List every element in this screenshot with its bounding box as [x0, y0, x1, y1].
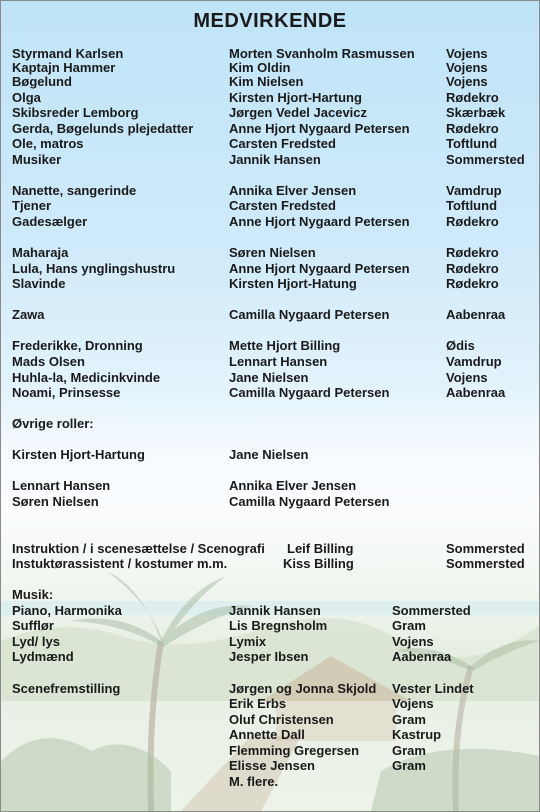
role-name: Olga [12, 90, 41, 105]
actor-town: Aabenraa [446, 307, 506, 322]
actor-name: Camilla Nygaard Petersen [229, 385, 390, 400]
direction-town: Sommersted [446, 541, 525, 556]
role-name: Frederikke, Dronning [12, 338, 143, 353]
actor-name: Carsten Fredsted [229, 198, 336, 213]
role-name: Kaptajn Hammer [12, 60, 116, 75]
actor-town: Sommersted [446, 152, 525, 167]
stage-role: Scenefremstilling [12, 681, 121, 696]
stage-member-town: Vojens [392, 696, 434, 711]
actor-town: Vojens [446, 74, 488, 89]
role-name: Zawa [12, 307, 45, 322]
stage-member-town: Gram [392, 758, 426, 773]
role-name: Huhla-la, Medicinkvinde [12, 370, 161, 385]
other-role-name: Annika Elver Jensen [229, 478, 357, 493]
crew-role: Lyd/ lys [12, 634, 60, 649]
actor-town: Aabenraa [446, 385, 506, 400]
crew-role: Lydmænd [12, 649, 74, 664]
actor-town: Vamdrup [446, 354, 502, 369]
actor-town: Vamdrup [446, 183, 502, 198]
other-role-name: Kirsten Hjort-Hartung [12, 447, 145, 462]
crew-town: Vojens [392, 634, 434, 649]
role-name: Gadesælger [12, 214, 88, 229]
stage-member-town: Kastrup [392, 727, 442, 742]
direction-town: Sommersted [446, 556, 525, 571]
page-title: MEDVIRKENDE [193, 10, 347, 32]
role-name: Maharaja [12, 245, 69, 260]
actor-name: Kirsten Hjort-Hatung [229, 276, 357, 291]
actor-town: Vojens [446, 46, 488, 61]
other-role-name: Camilla Nygaard Petersen [229, 494, 390, 509]
direction-role: Instuktørassistent / kostumer m.m. [12, 556, 228, 571]
crew-name: Jannik Hansen [229, 603, 321, 618]
actor-town: Vojens [446, 370, 488, 385]
role-name: Tjener [12, 198, 52, 213]
crew-town: Gram [392, 618, 426, 633]
role-name: Musiker [12, 152, 62, 167]
actor-name: Annika Elver Jensen [229, 183, 357, 198]
direction-name: Leif Billing [287, 541, 354, 556]
crew-role: Sufflør [12, 618, 54, 633]
actor-name: Morten Svanholm Rasmussen [229, 46, 415, 61]
actor-name: Kim Oldin [229, 60, 291, 75]
actor-name: Jane Nielsen [229, 370, 309, 385]
actor-name: Mette Hjort Billing [229, 338, 341, 353]
actor-name: Lennart Hansen [229, 354, 328, 369]
role-name: Bøgelund [12, 74, 72, 89]
actor-town: Rødekro [446, 261, 499, 276]
crew-town: Aabenraa [392, 649, 452, 664]
actor-name: Anne Hjort Nygaard Petersen [229, 261, 410, 276]
actor-town: Vojens [446, 60, 488, 75]
other-role-name: Jane Nielsen [229, 447, 309, 462]
role-name: Nanette, sangerinde [12, 183, 137, 198]
actor-name: Kirsten Hjort-Hartung [229, 90, 362, 105]
actor-name: Anne Hjort Nygaard Petersen [229, 214, 410, 229]
actor-town: Ødis [446, 338, 475, 353]
other-role-name: Lennart Hansen [12, 478, 111, 493]
actor-name: Kim Nielsen [229, 74, 304, 89]
actor-town: Rødekro [446, 90, 499, 105]
actor-town: Rødekro [446, 214, 499, 229]
stage-member-town: Gram [392, 712, 426, 727]
actor-name: Jørgen Vedel Jacevicz [229, 105, 368, 120]
role-name: Styrmand Karlsen [12, 46, 124, 61]
crew-name: Jesper Ibsen [229, 649, 309, 664]
actor-name: Camilla Nygaard Petersen [229, 307, 390, 322]
direction-role: Instruktion / i scenesættelse / Scenografi [12, 541, 265, 556]
actor-town: Rødekro [446, 121, 499, 136]
actor-name: Søren Nielsen [229, 245, 316, 260]
stage-member-name: Annette Dall [229, 727, 305, 742]
stage-member-name: Jørgen og Jonna Skjold [229, 681, 377, 696]
actor-name: Anne Hjort Nygaard Petersen [229, 121, 410, 136]
stage-member-name: Elisse Jensen [229, 758, 315, 773]
actor-town: Rødekro [446, 276, 499, 291]
stage-member-name: Flemming Gregersen [229, 743, 360, 758]
actor-name: Jannik Hansen [229, 152, 321, 167]
crew-name: Lis Bregnsholm [229, 618, 328, 633]
crew-name: Lymix [229, 634, 267, 649]
role-name: Ole, matros [12, 136, 84, 151]
stage-member-name: M. flere. [229, 774, 279, 789]
role-name: Mads Olsen [12, 354, 85, 369]
stage-member-name: Oluf Christensen [229, 712, 334, 727]
actor-town: Toftlund [446, 136, 498, 151]
role-name: Slavinde [12, 276, 66, 291]
crew-heading: Musik: [12, 587, 54, 602]
actor-town: Rødekro [446, 245, 499, 260]
stage-member-name: Erik Erbs [229, 696, 287, 711]
stage-member-town: Gram [392, 743, 426, 758]
actor-town: Toftlund [446, 198, 498, 213]
role-name: Lula, Hans ynglingshustru [12, 261, 176, 276]
crew-role: Piano, Harmonika [12, 603, 122, 618]
direction-name: Kiss Billing [283, 556, 354, 571]
stage-member-town: Vester Lindet [392, 681, 474, 696]
role-name: Gerda, Bøgelunds plejedatter [12, 121, 194, 136]
actor-name: Carsten Fredsted [229, 136, 336, 151]
actor-town: Skærbæk [446, 105, 506, 120]
crew-town: Sommersted [392, 603, 471, 618]
role-name: Noami, Prinsesse [12, 385, 121, 400]
other-role-name: Søren Nielsen [12, 494, 99, 509]
other-roles-heading: Øvrige roller: [12, 416, 94, 431]
role-name: Skibsreder Lemborg [12, 105, 139, 120]
